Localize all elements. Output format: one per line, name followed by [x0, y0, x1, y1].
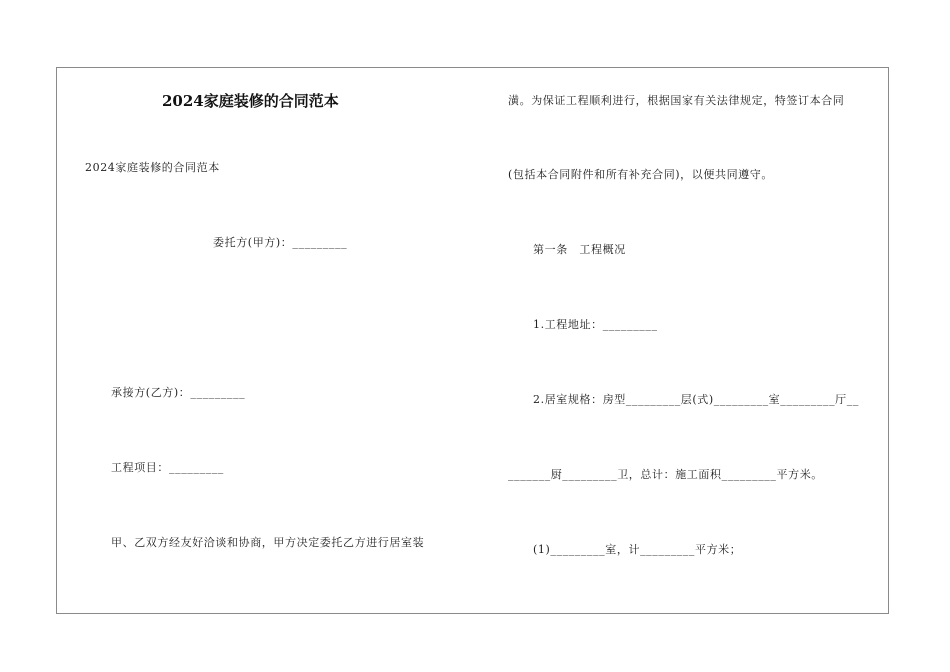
- contractor-line: 承接方(乙方)：_________: [111, 386, 246, 399]
- room-spec-line-2: _______厨_________卫，总计：施工面积_________平方米。: [508, 468, 823, 481]
- project-line: 工程项目：_________: [111, 461, 224, 474]
- article-1-heading: 第一条 工程概况: [533, 243, 626, 256]
- document-page: [56, 67, 889, 614]
- room-spec-line-1: 2.居室规格：房型_________层(式)_________室_________厅__: [533, 393, 859, 406]
- intro-continuation-2: (包括本合同附件和所有补充合同)，以便共同遵守。: [508, 168, 773, 181]
- address-line: 1.工程地址：_________: [533, 318, 658, 331]
- document-subtitle: 2024家庭装修的合同范本: [85, 161, 220, 174]
- intro-paragraph: 甲、乙双方经友好洽谈和协商，甲方决定委托乙方进行居室装: [111, 536, 425, 549]
- client-line: 委托方(甲方)：_________: [213, 236, 348, 249]
- document-title: 2024家庭装修的合同范本: [162, 92, 339, 110]
- room-item-1: (1)_________室，计_________平方米；: [533, 543, 742, 556]
- intro-continuation-1: 潢。为保证工程顺利进行，根据国家有关法律规定，特签订本合同: [508, 94, 845, 107]
